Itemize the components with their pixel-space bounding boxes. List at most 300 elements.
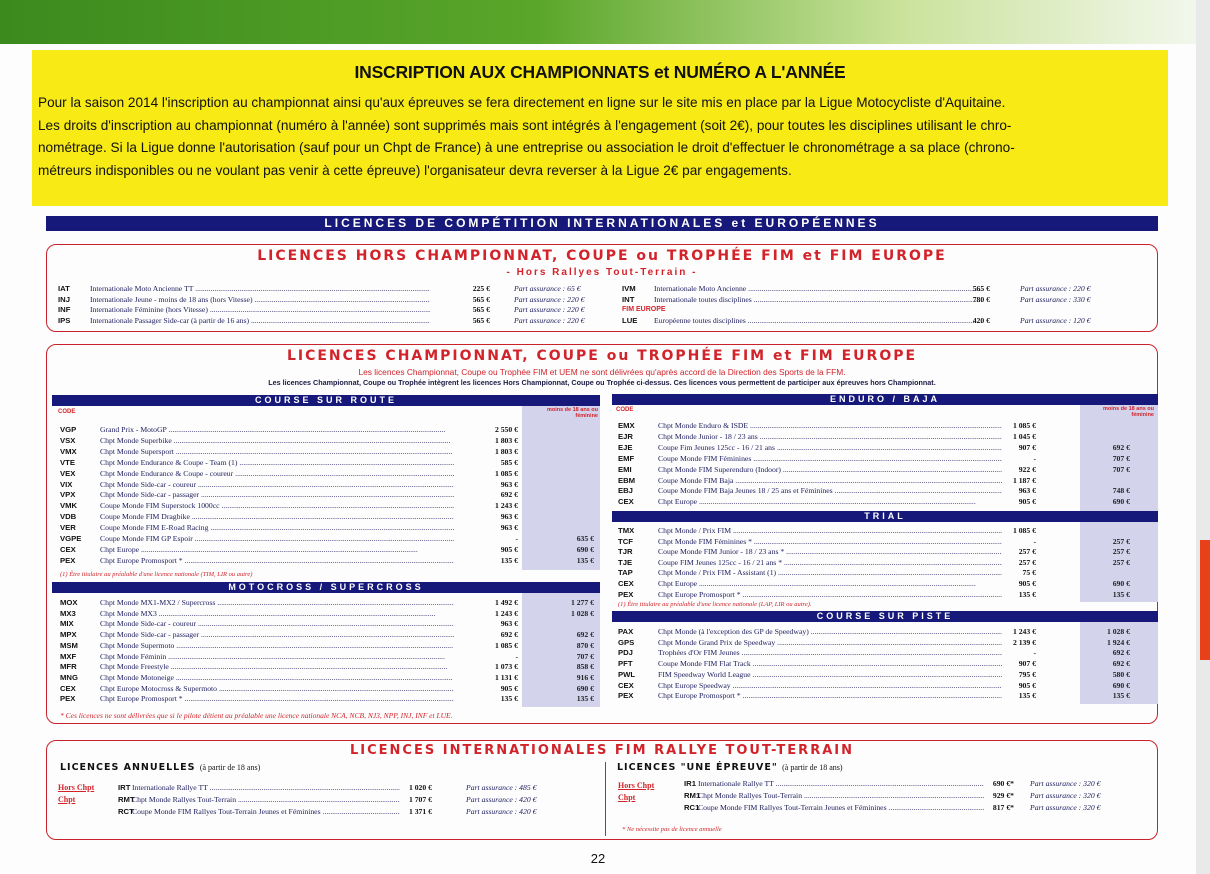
license-price: 905 € [1018, 497, 1036, 507]
rallye-annual-age: (à partir de 18 ans) [199, 763, 261, 772]
license-code: INF [58, 305, 71, 314]
rallye-hors-chpt-right: Hors Chpt [618, 781, 655, 790]
license-row [618, 638, 1158, 648]
license-row [60, 501, 600, 511]
license-row [58, 284, 581, 294]
route-code-label: CODE [58, 409, 76, 415]
license-code: VMK [60, 501, 78, 511]
license-row [60, 662, 600, 672]
rallye-title: LICENCES INTERNATIONALES FIM RALLYE TOUT-TERRAIN [350, 743, 854, 758]
license-code: EMF [618, 453, 635, 463]
assurance-label: Part assurance : 220 € [1020, 284, 1091, 293]
license-row [60, 619, 600, 629]
license-row [118, 783, 598, 793]
minor-price: 1 924 € [1106, 637, 1130, 647]
license-label: Chpt Monde Supermoto ..... [100, 641, 454, 650]
license-row [60, 523, 600, 533]
license-row [618, 526, 1158, 536]
license-price: 135 € [1018, 589, 1036, 599]
minor-price: 707 € [576, 651, 594, 661]
minor-price: 580 € [1112, 669, 1130, 679]
license-label: Coupe Monde FIM Baja Jeunes 18 / 25 ans et Féminines ..... [658, 486, 1002, 495]
license-price: 1 803 € [494, 435, 518, 445]
minor-price: 692 € [1112, 442, 1130, 452]
license-label: Chpt Monde Junior - 18 / 23 ans ..... [658, 432, 1002, 441]
assurance-label: Part assurance : 330 € [1020, 294, 1091, 304]
license-row [60, 545, 600, 555]
hors-subtitle: - Hors Rallyes Tout-Terrain - [506, 267, 698, 278]
license-price: 257 € [1018, 547, 1036, 557]
license-code: MSM [60, 640, 78, 650]
main-banner: LICENCES DE COMPÉTITION INTERNATIONALES et EUROPÉENNES [46, 216, 1158, 231]
license-label: Chpt Monde Freestyle ..... [100, 662, 454, 671]
license-code: VMX [60, 446, 77, 456]
license-price: 1 243 € [494, 501, 518, 511]
license-price: 565 € [972, 284, 990, 293]
license-code: VGP [60, 425, 77, 434]
license-price: - [1033, 536, 1036, 546]
minor-price: 135 € [1112, 691, 1130, 701]
license-label: Coupe FIM Jeunes 125cc - 16 / 21 ans * ..... [658, 558, 1002, 567]
license-code: RM1 [684, 791, 701, 800]
license-price: 585 € [500, 457, 518, 467]
champ-title: LICENCES CHAMPIONNAT, COUPE ou TROPHÉE FIM et FIM EUROPE [286, 348, 918, 364]
license-price: - [1033, 648, 1036, 658]
minor-price: 1 028 € [1106, 627, 1130, 636]
license-label: Chpt Monde Rallyes Tout-Terrain ..... [132, 795, 400, 804]
license-label: Chpt Monde Enduro & ISDE ..... [658, 421, 1002, 430]
champ-sub1: Les licences Championnat, Coupe ou Trophée FIM et UEM ne sont délivrées qu'après accord de la Direction des Sports de la FFM. [358, 367, 846, 377]
license-label: Chpt Monde Side-car - coureur ..... [100, 480, 454, 489]
license-price: 1 085 € [494, 640, 518, 650]
license-row [684, 803, 1154, 813]
license-price: 1 085 € [1012, 526, 1036, 535]
license-price: 907 € [1018, 659, 1036, 669]
license-row [58, 315, 585, 326]
license-row [58, 294, 585, 305]
rallye-une-age: (à partir de 18 ans) [782, 763, 843, 772]
license-label: Chpt Monde Grand Prix de Speedway ..... [658, 638, 1002, 647]
license-label: Chpt Europe ..... [100, 545, 454, 554]
license-price: 565 € [472, 305, 490, 314]
license-label: Chpt Europe ..... [658, 579, 1002, 588]
license-price: 1 243 € [494, 608, 518, 618]
minor-price: 707 € [1112, 464, 1130, 474]
inscription-text [38, 92, 1164, 182]
license-price: 690 €* [992, 779, 1014, 788]
license-price: 1 707 € [408, 795, 432, 804]
license-code: PAX [618, 627, 634, 636]
license-price: 905 € [1018, 579, 1036, 588]
license-row [618, 670, 1158, 680]
license-label: Internationale toutes disciplines ..... [654, 295, 982, 304]
mx-header: MOTOCROSS / SUPERCROSS [52, 582, 600, 593]
license-price: 1 085 € [494, 468, 518, 478]
license-price: 135 € [1018, 691, 1036, 701]
minor-price: 257 € [1112, 557, 1130, 567]
assurance-label: Part assurance : 485 € [466, 783, 537, 792]
license-row [60, 447, 600, 457]
license-label: Chpt Monde Motoneige ..... [100, 673, 454, 682]
enduro-header: ENDURO / BAJA [612, 394, 1158, 405]
license-code: TAP [618, 568, 633, 578]
license-label: Internationale Féminine (hors Vitesse) ..... [90, 305, 430, 314]
license-row [618, 590, 1158, 600]
top-green-bar [0, 0, 1196, 44]
license-price: 225 € [472, 284, 490, 293]
license-price: 135 € [500, 555, 518, 565]
red-tab [1200, 540, 1210, 660]
license-code: PEX [618, 589, 634, 599]
rallye-annual-label [60, 762, 260, 773]
license-row [60, 458, 600, 468]
piste-header: COURSE SUR PISTE [612, 611, 1158, 622]
license-code: EBJ [618, 486, 633, 496]
minor-price: 916 € [576, 672, 594, 682]
license-code: VIX [60, 479, 73, 489]
license-price: 257 € [1018, 557, 1036, 567]
minor-price: 690 € [576, 683, 594, 693]
license-code: CEX [618, 497, 634, 507]
license-label: Chpt Monde FIM Féminines * ..... [658, 537, 1002, 546]
license-code: MOX [60, 598, 78, 607]
assurance-label: Part assurance : 320 € [1030, 791, 1101, 800]
license-code: MX3 [60, 608, 76, 618]
license-code: IR1 [684, 779, 696, 788]
license-price: 75 € [1022, 568, 1036, 578]
page-number: 22 [590, 851, 606, 866]
license-code: PEX [60, 555, 76, 565]
license-price: 565 € [472, 315, 490, 325]
minor-price: 257 € [1112, 547, 1130, 557]
license-row [618, 497, 1158, 507]
license-row [60, 673, 600, 683]
license-row [60, 469, 600, 479]
license-label: Chpt Monde Side-car - coureur ..... [100, 619, 454, 628]
license-label: Chpt Europe Promosport * ..... [100, 556, 454, 565]
minor-price: 690 € [1112, 497, 1130, 507]
minor-price: 635 € [576, 534, 594, 543]
inscription-line: nométrage. Si la Ligue donne l'autorisation (sauf pour un Chpt de France) à une entreprise ou association le droit d'effectuer le chronométrage a sa place (chrono- [38, 140, 1015, 155]
license-label: Coupe Monde FIM Rallyes Tout-Terrain Jeunes et Féminines ..... [132, 807, 400, 816]
assurance-label: Part assurance : 65 € [514, 284, 581, 293]
assurance-label: Part assurance : 120 € [1020, 316, 1091, 325]
enduro-code-label: CODE [616, 407, 634, 413]
license-code: TJE [618, 557, 633, 567]
license-code: INJ [58, 294, 70, 304]
license-code: EBM [618, 475, 636, 485]
license-code: PFT [618, 659, 633, 669]
license-label: Internationale Moto Ancienne ..... [654, 284, 982, 293]
license-code: MFR [60, 662, 77, 672]
assurance-label: Part assurance : 220 € [514, 305, 585, 314]
license-row [618, 421, 1158, 431]
rallye-divider [605, 762, 606, 836]
license-label: Chpt Monde Féminin ..... [100, 652, 454, 661]
license-code: VER [60, 523, 76, 533]
license-label: Chpt Europe ..... [658, 497, 1002, 506]
license-code: RMT [118, 795, 135, 804]
fim-europe-label: FIM EUROPE [622, 306, 666, 313]
license-code: EJE [618, 442, 633, 452]
trial-header: TRIAL [612, 511, 1158, 522]
license-label: Coupe Monde FIM Junior - 18 / 23 ans * ..... [658, 547, 1002, 556]
license-label: Internationale Moto Ancienne TT ..... [90, 284, 430, 293]
license-code: TCF [618, 536, 633, 546]
license-price: 817 €* [992, 803, 1014, 812]
license-price: 963 € [500, 619, 518, 629]
license-code: VEX [60, 468, 76, 478]
license-label: Internationale Passager Side-car (à partir de 16 ans) ..... [90, 316, 430, 325]
license-row [684, 791, 1154, 801]
rallye-une-label [617, 762, 843, 773]
license-label: Coupe Monde FIM E-Road Racing ..... [100, 523, 454, 532]
assurance-label: Part assurance : 320 € [1030, 779, 1101, 788]
license-price: 135 € [500, 694, 518, 704]
minor-price: 135 € [576, 555, 594, 565]
license-label: Coupe Monde FIM Rallyes Tout-Terrain Jeunes et Féminines ..... [698, 803, 984, 812]
license-price: - [1033, 453, 1036, 463]
license-code: MIX [60, 619, 74, 629]
license-code: PWL [618, 669, 636, 679]
license-label: Chpt Monde Side-car - passager ..... [100, 630, 454, 639]
license-label: Grand Prix - MotoGP ..... [100, 425, 454, 434]
license-price: 1 187 € [1012, 475, 1036, 485]
license-price: 1 073 € [494, 662, 518, 672]
license-code: RCT [118, 807, 134, 816]
license-code: VSX [60, 435, 76, 445]
page-edge [1196, 0, 1210, 874]
license-price: 2 139 € [1012, 637, 1036, 647]
license-code: MNG [60, 672, 78, 682]
license-price: 1 085 € [1012, 421, 1036, 430]
license-label: Coupe Monde FIM GP Espoir ..... [100, 534, 454, 543]
license-label: Chpt Monde Supersport ..... [100, 447, 454, 456]
license-label: Européenne toutes disciplines ..... [654, 316, 982, 325]
license-row [618, 537, 1158, 547]
license-code: VTE [60, 457, 75, 467]
license-price: 1 045 € [1012, 431, 1036, 441]
license-label: Chpt Monde FIM Superenduro (Indoor) ..... [658, 465, 1002, 474]
rallye-chpt-right: Chpt [618, 793, 636, 802]
license-price: 907 € [1018, 442, 1036, 452]
route-minors-label: moins de 18 ans ou féminine [546, 407, 598, 419]
license-label: Internationale Rallye TT ..... [132, 783, 400, 792]
inscription-line: Les droits d'inscription au championnat (numéro à l'année) sont supprimés mais sont intégrés à l'engagement (soit 2€), pour toutes les disciplines utilisant le chro- [38, 117, 1012, 133]
license-price: - [515, 651, 518, 661]
license-code: CEX [618, 579, 634, 588]
license-row [60, 630, 600, 640]
license-price: 565 € [472, 294, 490, 304]
license-label: Coupe Monde FIM Féminines ..... [658, 454, 1002, 463]
assurance-label: Part assurance : 220 € [514, 315, 585, 325]
inscription-title: INSCRIPTION AUX CHAMPIONNATS et NUMÉRO A L'ANNÉE [354, 62, 846, 82]
license-price: 922 € [1018, 464, 1036, 474]
license-row [618, 558, 1158, 568]
license-row [60, 436, 600, 446]
license-row [60, 534, 600, 544]
license-row [60, 480, 600, 490]
license-price: 1 371 € [408, 807, 432, 816]
license-price: 905 € [500, 544, 518, 554]
rallye-hors-chpt-left: Hors Chpt [58, 783, 95, 792]
champ-footnote: * Ces licences ne sont délivrées que si le pilote détient au préalable une licence nationale NCA, NCB, NJ3, NPP, INJ, INF et LUE. [60, 711, 453, 720]
license-label: Trophées d'Or FIM Jeunes ..... [658, 648, 1002, 657]
license-price: 1 131 € [494, 672, 518, 682]
license-label: Coupe Monde FIM Flat Track ..... [658, 659, 1002, 668]
license-row [60, 556, 600, 566]
license-code: VDB [60, 512, 77, 522]
rallye-chpt-left: Chpt [58, 795, 76, 804]
minor-price: 1 277 € [570, 598, 594, 607]
inscription-line: métreurs indisponibles ou ne voulant pas venir à cette épreuve) l'organisateur devra reverser à la Ligue 2€ par engagements. [38, 162, 792, 178]
license-price: 692 € [500, 490, 518, 500]
rallye-une-text: LICENCES "UNE ÉPREUVE" [617, 762, 778, 773]
license-price: 963 € [500, 523, 518, 533]
license-row [618, 681, 1158, 691]
license-row [60, 652, 600, 662]
license-label: Chpt Monde / Prix FIM - Assistant (1) ..... [658, 568, 1002, 577]
license-label: Chpt Monde MX3 ..... [100, 609, 454, 618]
license-row [60, 425, 600, 435]
license-label: Chpt Europe Motocross & Supermoto ..... [100, 684, 454, 693]
license-code: CEX [618, 680, 634, 690]
license-price: 1 803 € [494, 446, 518, 456]
license-label: Chpt Monde (à l'exception des GP de Speedway) ..... [658, 627, 1002, 636]
license-row [618, 691, 1158, 701]
license-row [60, 694, 600, 704]
license-row [618, 454, 1158, 464]
license-label: Chpt Monde Side-car - passager ..... [100, 490, 454, 499]
license-label: Chpt Monde MX1-MX2 / Supercross ..... [100, 598, 454, 607]
license-code: VPX [60, 490, 76, 500]
license-code: RC1 [684, 803, 700, 812]
minor-price: 870 € [576, 640, 594, 650]
license-code: PEX [618, 691, 634, 701]
license-price: 963 € [500, 512, 518, 522]
license-row [58, 305, 585, 315]
minor-price: 858 € [576, 662, 594, 672]
license-row [60, 684, 600, 694]
license-label: Coupe Fim Jeunes 125cc - 16 / 21 ans ..... [658, 443, 1002, 452]
minor-price: 707 € [1112, 453, 1130, 463]
license-code: LUE [622, 316, 638, 325]
license-row [60, 598, 600, 608]
license-code: CEX [60, 544, 76, 554]
license-label: FIM Speedway World League ..... [658, 670, 1002, 679]
minor-price: 690 € [1112, 579, 1130, 588]
minor-price: 692 € [576, 630, 594, 640]
license-row [60, 609, 600, 619]
license-row [118, 807, 598, 817]
license-label: Chpt Monde Rallyes Tout-Terrain ..... [698, 791, 984, 800]
license-price: - [515, 534, 518, 543]
rallye-annual-text: LICENCES ANNUELLES [60, 762, 196, 773]
route-header: COURSE SUR ROUTE [52, 395, 600, 406]
license-code: VGPE [60, 534, 82, 543]
license-code: CEX [60, 683, 76, 693]
minor-price: 690 € [1112, 680, 1130, 690]
license-row [622, 284, 1152, 294]
minor-price: 135 € [576, 694, 594, 704]
license-row [684, 779, 1154, 789]
assurance-label: Part assurance : 220 € [514, 294, 585, 304]
license-label: Internationale Rallye TT ..... [698, 779, 984, 788]
route-note: (1) Être titulaire au préalable d'une licence nationale (TIM, LIR ou autre) [60, 571, 253, 578]
minor-price: 257 € [1112, 536, 1130, 546]
rallye-note: * Ne nécessite pas de licence annuelle [622, 826, 722, 833]
license-row [618, 443, 1158, 453]
minor-price: 692 € [1112, 659, 1130, 669]
license-row [622, 295, 1152, 305]
license-price: 1 492 € [494, 598, 518, 607]
license-code: IRT [118, 783, 131, 792]
license-label: Coupe Monde FIM Dragbike ..... [100, 512, 454, 521]
license-row [618, 568, 1158, 578]
license-code: IVM [622, 284, 636, 293]
license-label: Chpt Monde Endurance & Coupe - Team (1) ..... [100, 458, 454, 467]
license-label: Chpt Europe Speedway ..... [658, 681, 1002, 690]
minor-price: 1 028 € [570, 608, 594, 618]
license-price: 1 020 € [408, 783, 432, 792]
license-code: TJR [618, 547, 633, 557]
license-code: IPS [58, 315, 71, 325]
license-price: 929 €* [992, 791, 1014, 800]
license-label: Chpt Monde Superbike ..... [100, 436, 454, 445]
license-price: 963 € [500, 479, 518, 489]
license-row [618, 627, 1158, 637]
license-code: INT [622, 294, 635, 304]
license-label: Chpt Europe Promosport * ..... [658, 691, 1002, 700]
inscription-box [32, 50, 1168, 206]
license-label: Chpt Europe Promosport * ..... [100, 694, 454, 703]
license-row [618, 547, 1158, 557]
license-row [118, 795, 598, 805]
license-code: GPS [618, 637, 635, 647]
license-code: MXF [60, 651, 77, 661]
trial-note: (1) Être titulaire au préalable d'une licence nationale (LAP, LIR ou autre). [618, 601, 812, 608]
license-code: PEX [60, 694, 76, 704]
license-code: MPX [60, 630, 77, 640]
license-row [60, 512, 600, 522]
license-row [618, 659, 1158, 669]
assurance-label: Part assurance : 420 € [466, 795, 537, 804]
license-code: EJR [618, 431, 633, 441]
license-price: 905 € [1018, 680, 1036, 690]
license-price: 780 € [972, 294, 990, 304]
license-row [618, 579, 1158, 589]
license-price: 420 € [972, 316, 990, 325]
license-row [622, 316, 1152, 326]
license-price: 2 550 € [494, 425, 518, 434]
license-price: 1 243 € [1012, 627, 1036, 636]
license-row [60, 490, 600, 500]
champ-sub2: Les licences Championnat, Coupe ou Trophée intègrent les licences Hors Championnat, Coupe ou Trophée ci-dessus. Ces licences vous permettent de participer aux épreuves hors Championnat. [268, 378, 936, 387]
license-row [618, 648, 1158, 658]
license-row [618, 432, 1158, 442]
license-code: TMX [618, 526, 635, 535]
license-row [618, 465, 1158, 475]
license-row [618, 486, 1158, 496]
enduro-minors-label: moins de 18 ans ou féminine [1102, 406, 1154, 418]
minor-price: 692 € [1112, 648, 1130, 658]
license-code: EMI [618, 464, 632, 474]
license-code: IAT [58, 284, 70, 293]
license-code: PDJ [618, 648, 633, 658]
license-label: Chpt Monde / Prix FIM ..... [658, 526, 1002, 535]
license-label: Coupe Monde FIM Superstock 1000cc ..... [100, 501, 454, 510]
hors-title: LICENCES HORS CHAMPIONNAT, COUPE ou TROPHÉE FIM et FIM EUROPE [257, 248, 947, 264]
